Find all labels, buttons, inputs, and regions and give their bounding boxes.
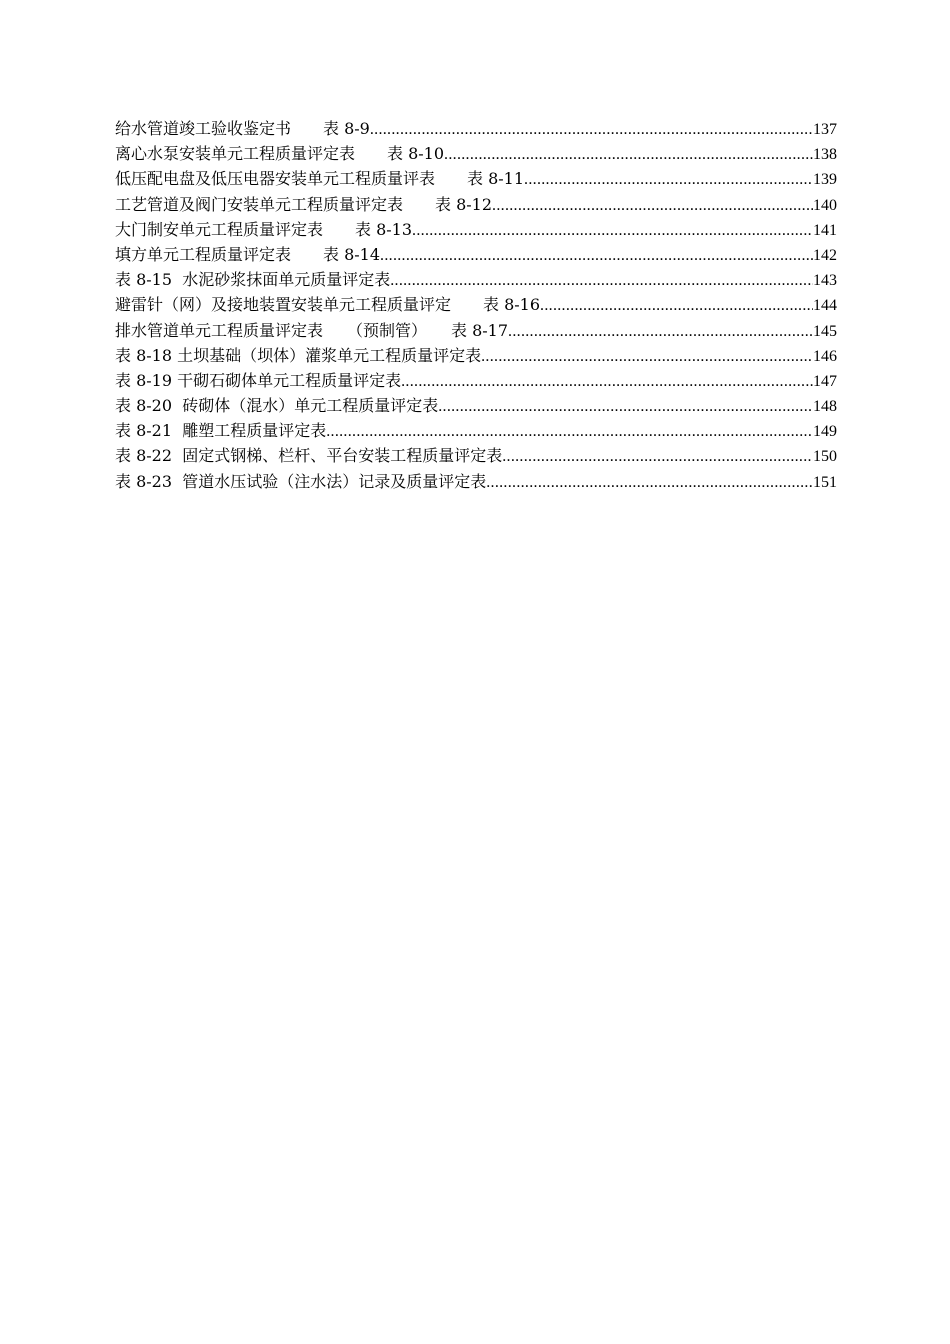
toc-entry-title: 离心水泵安装单元工程质量评定表 表 8-10 (115, 144, 445, 164)
toc-entry[interactable] (115, 343, 837, 368)
toc-entry[interactable] (115, 418, 837, 443)
toc-entry[interactable] (115, 217, 837, 242)
toc-entry-page: 140 (813, 196, 837, 214)
toc-entry[interactable] (115, 443, 837, 468)
toc-entry[interactable] (115, 166, 837, 191)
toc-entry-title: 表 8-20 砖砌体（混水）单元工程质量评定表 (115, 396, 439, 416)
toc-entry-title: 低压配电盘及低压电器安装单元工程质量评表 表 8-11 (115, 169, 525, 189)
table-of-contents (115, 116, 837, 494)
toc-entry[interactable] (115, 242, 837, 267)
toc-entry[interactable] (115, 368, 837, 393)
toc-leader-dots (380, 243, 813, 267)
toc-leader-dots (444, 142, 813, 166)
toc-entry-page: 143 (813, 272, 837, 290)
toc-leader-dots (326, 419, 813, 443)
toc-entry[interactable] (115, 192, 837, 217)
toc-entry-title: 排水管道单元工程质量评定表 （预制管） 表 8-17 (115, 320, 509, 340)
toc-entry-page: 149 (813, 423, 837, 441)
toc-entry-page: 145 (813, 322, 837, 340)
toc-entry-page: 150 (813, 448, 837, 466)
toc-entry[interactable] (115, 267, 837, 292)
toc-entry[interactable] (115, 469, 837, 494)
toc-leader-dots (412, 218, 813, 242)
toc-leader-dots (486, 470, 813, 494)
toc-entry-title: 填方单元工程质量评定表 表 8-14 (115, 244, 381, 264)
toc-entry-page: 148 (813, 398, 837, 416)
toc-entry-page: 137 (813, 121, 837, 138)
toc-entry-title: 表 8-21 雕塑工程质量评定表 (115, 421, 327, 441)
toc-entry-title: 表 8-22 固定式钢梯、栏杆、平台安装工程质量评定表 (115, 446, 503, 466)
toc-leader-dots (502, 444, 813, 468)
toc-entry[interactable] (115, 292, 837, 317)
toc-entry[interactable] (115, 318, 837, 343)
toc-entry-title: 表 8-15 水泥砂浆抹面单元质量评定表 (115, 270, 391, 290)
toc-leader-dots (492, 193, 813, 217)
toc-entry-title: 表 8-19 干砌石砌体单元工程质量评定表 (115, 370, 402, 390)
toc-entry-page: 146 (813, 347, 837, 365)
toc-leader-dots (370, 117, 813, 141)
toc-entry-title: 工艺管道及阀门安装单元工程质量评定表 表 8-12 (115, 194, 493, 214)
toc-leader-dots (540, 293, 813, 317)
toc-entry-title: 表 8-23 管道水压试验（注水法）记录及质量评定表 (115, 471, 487, 491)
toc-leader-dots (438, 394, 813, 418)
toc-entry-page: 141 (813, 221, 837, 239)
toc-entry-title: 避雷针（网）及接地装置安装单元工程质量评定 表 8-16 (115, 295, 541, 315)
toc-entry-page: 144 (813, 297, 837, 315)
toc-entry[interactable] (115, 116, 837, 141)
toc-entry-page: 147 (813, 372, 837, 390)
toc-leader-dots (390, 268, 813, 292)
toc-entry-page: 142 (813, 246, 837, 264)
toc-entry-title: 表 8-18 土坝基础（坝体）灌浆单元工程质量评定表 (115, 345, 482, 365)
toc-entry-title: 大门制安单元工程质量评定表 表 8-13 (115, 219, 413, 239)
toc-entry[interactable] (115, 393, 837, 418)
toc-leader-dots (481, 344, 813, 368)
toc-entry-page: 151 (813, 473, 837, 491)
toc-leader-dots (401, 369, 813, 393)
toc-leader-dots (524, 167, 813, 191)
toc-entry[interactable] (115, 141, 837, 166)
toc-entry-title: 给水管道竣工验收鉴定书 表 8-9 (115, 119, 370, 138)
toc-leader-dots (508, 319, 813, 343)
toc-entry-page: 138 (813, 146, 837, 164)
toc-entry-page: 139 (813, 171, 837, 189)
